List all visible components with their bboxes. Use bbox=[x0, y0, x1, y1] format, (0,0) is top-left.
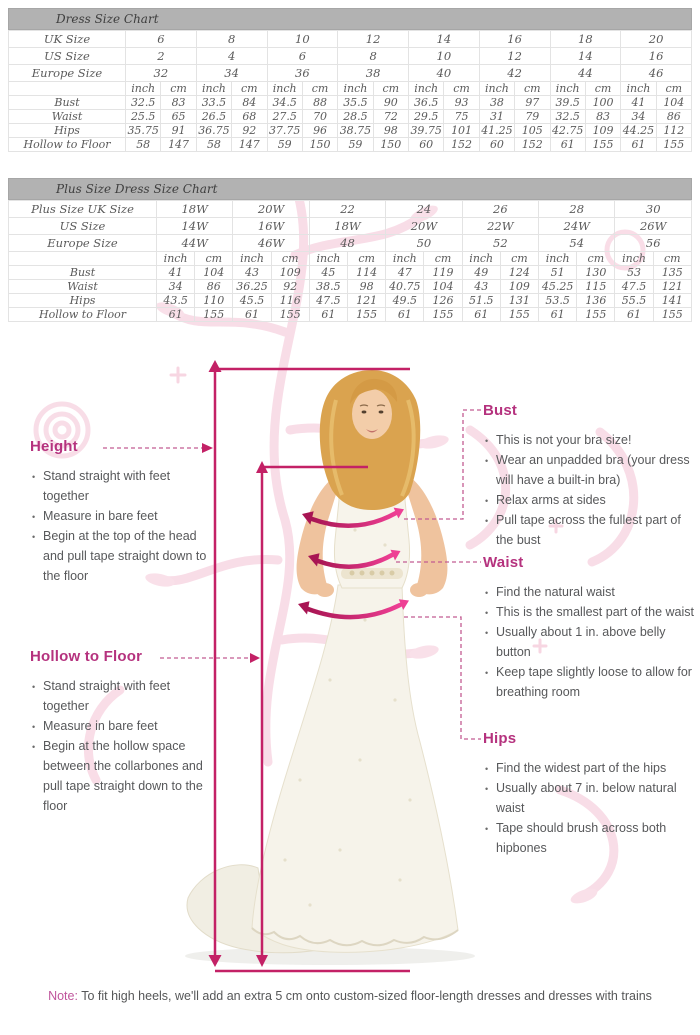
table-cell: 26W bbox=[615, 218, 692, 235]
table-cell: cm bbox=[232, 82, 267, 96]
table-cell: 41.25 bbox=[481, 124, 513, 137]
table-cell: 31 bbox=[479, 110, 514, 124]
table-cell: 130 bbox=[577, 266, 615, 280]
table-cell: 135 bbox=[653, 266, 691, 280]
table-cell: 121 bbox=[348, 294, 386, 308]
table-cell: 40 bbox=[409, 65, 480, 82]
table-cell: 32 bbox=[126, 65, 197, 82]
table-cell: 18 bbox=[550, 31, 621, 48]
table-cell: 109 bbox=[271, 266, 309, 280]
table-cell: 41 bbox=[621, 96, 656, 110]
table-cell: 58 bbox=[126, 138, 161, 152]
table-cell: 25.5 bbox=[126, 110, 161, 124]
table-cell: inch bbox=[386, 252, 424, 266]
table-cell: 75 bbox=[444, 110, 479, 124]
table-cell: 72 bbox=[373, 110, 408, 124]
instruction-bullet: • Measure in bare feet bbox=[30, 716, 214, 736]
table-cell: 30 bbox=[615, 201, 692, 218]
waist-section bbox=[483, 554, 699, 702]
table-cell: 38.5 bbox=[309, 280, 347, 294]
table-cell: 34 bbox=[621, 110, 656, 124]
table-cell: 20W bbox=[233, 201, 309, 218]
table-cell: 55.5 bbox=[615, 294, 653, 308]
hollow-to-floor-bullets bbox=[30, 676, 214, 816]
table-cell: 155 bbox=[348, 308, 386, 322]
table-cell: 58 bbox=[196, 138, 231, 152]
table-cell: 28.5 bbox=[338, 110, 373, 124]
table-cell: 42.75 bbox=[551, 124, 584, 137]
table-cell: 61 bbox=[550, 138, 585, 152]
table-cell: 20W bbox=[386, 218, 462, 235]
table-cell: 35.5 bbox=[338, 96, 373, 110]
instruction-bullet: • This is not your bra size! bbox=[483, 430, 695, 450]
table-cell: 124 bbox=[500, 266, 538, 280]
table-cell: 26 bbox=[462, 201, 538, 218]
size-table bbox=[8, 30, 692, 152]
table-cell: cm bbox=[515, 82, 550, 96]
table-cell: inch bbox=[126, 82, 161, 96]
table-cell: 51.5 bbox=[462, 294, 500, 308]
table-cell: 43 bbox=[233, 266, 271, 280]
table-cell: inch bbox=[479, 82, 514, 96]
table-cell: cm bbox=[653, 252, 691, 266]
table-cell: 90 bbox=[373, 96, 408, 110]
instruction-bullet: • Find the natural waist bbox=[483, 582, 699, 602]
row-label: Waist bbox=[9, 110, 126, 124]
table-cell: cm bbox=[577, 252, 615, 266]
plus-size-dress-size-chart bbox=[8, 178, 692, 322]
table-cell: 49 bbox=[462, 266, 500, 280]
table-cell: 152 bbox=[444, 138, 479, 152]
table-cell: 32.5 bbox=[550, 110, 585, 124]
table-cell: 104 bbox=[656, 96, 691, 110]
table-cell: cm bbox=[373, 82, 408, 96]
instruction-bullet: • Relax arms at sides bbox=[483, 490, 695, 510]
table-cell: 29.5 bbox=[409, 110, 444, 124]
table-cell: 104 bbox=[195, 266, 233, 280]
table-cell: 53 bbox=[615, 266, 653, 280]
instruction-bullet: • Measure in bare feet bbox=[30, 506, 210, 526]
table-cell: 44 bbox=[550, 65, 621, 82]
table-cell: 8 bbox=[338, 48, 409, 65]
table-row bbox=[9, 218, 692, 235]
row-label: UK Size bbox=[9, 31, 126, 48]
table-cell: cm bbox=[348, 252, 386, 266]
table-cell: 14W bbox=[157, 218, 233, 235]
table-row bbox=[9, 48, 692, 65]
table-cell: 92 bbox=[232, 124, 267, 138]
table-cell: inch bbox=[550, 82, 585, 96]
arrow-right-icon bbox=[250, 653, 260, 663]
table-cell: 59 bbox=[267, 138, 302, 152]
table-cell: 51 bbox=[539, 266, 577, 280]
instruction-bullet: • Tape should brush across both hipbones bbox=[483, 818, 683, 858]
table-row bbox=[9, 138, 692, 152]
table-cell: 98 bbox=[373, 124, 408, 138]
table-row bbox=[9, 65, 692, 82]
table-cell: inch bbox=[338, 82, 373, 96]
table-cell: 105 bbox=[515, 124, 550, 138]
table-cell: 114 bbox=[348, 266, 386, 280]
table-cell: 56 bbox=[615, 235, 692, 252]
hollow-to-floor-title: Hollow to Floor bbox=[30, 648, 143, 665]
table-cell: cm bbox=[444, 82, 479, 96]
table-cell: 45.5 bbox=[233, 294, 271, 308]
table-cell: 47 bbox=[386, 266, 424, 280]
table-cell: inch bbox=[233, 252, 271, 266]
table-cell: 40.75 bbox=[386, 280, 424, 294]
table-cell: cm bbox=[424, 252, 462, 266]
model-photo bbox=[185, 370, 475, 965]
row-label: US Size bbox=[9, 218, 157, 235]
table-cell: 86 bbox=[656, 110, 691, 124]
table-row bbox=[9, 96, 692, 110]
table-cell: 43 bbox=[462, 280, 500, 294]
table-cell: 2 bbox=[126, 48, 197, 65]
note-text: To fit high heels, we'll add an extra 5 cm onto custom-sized floor-length dresses and dresses with trains bbox=[81, 989, 652, 1003]
row-label: Plus Size UK Size bbox=[9, 201, 157, 218]
table-cell: 24W bbox=[539, 218, 615, 235]
table-cell: 93 bbox=[444, 96, 479, 110]
hips-connector-line bbox=[404, 617, 481, 739]
table-cell: 8 bbox=[196, 31, 267, 48]
table-cell: cm bbox=[195, 252, 233, 266]
table-cell: 79 bbox=[515, 110, 550, 124]
row-label: Bust bbox=[9, 96, 126, 110]
table-cell: 65 bbox=[161, 110, 196, 124]
table-cell: 110 bbox=[195, 294, 233, 308]
row-label: Europe Size bbox=[9, 65, 126, 82]
table-cell: 22W bbox=[462, 218, 538, 235]
footer-note bbox=[0, 989, 700, 1003]
table-cell: 84 bbox=[232, 96, 267, 110]
table-cell: 14 bbox=[550, 48, 621, 65]
table-cell: 61 bbox=[615, 308, 653, 322]
table-cell: 109 bbox=[500, 280, 538, 294]
table-cell: 91 bbox=[161, 124, 196, 138]
table-cell: 61 bbox=[462, 308, 500, 322]
table-cell: 150 bbox=[373, 138, 408, 152]
height-bullets bbox=[30, 466, 210, 586]
table-cell: 155 bbox=[500, 308, 538, 322]
table-cell: 112 bbox=[656, 124, 691, 138]
table-row bbox=[9, 308, 692, 322]
table-cell: 47.5 bbox=[309, 294, 347, 308]
table-row bbox=[9, 266, 692, 280]
row-label: US Size bbox=[9, 48, 126, 65]
instruction-bullet: • Stand straight with feet together bbox=[30, 676, 214, 716]
table-cell: 61 bbox=[233, 308, 271, 322]
table-cell: inch bbox=[157, 252, 195, 266]
table-cell: 22 bbox=[309, 201, 385, 218]
table-cell: 83 bbox=[161, 96, 196, 110]
instruction-bullet: • Begin at the top of the head and pull tape straight down to the floor bbox=[30, 526, 210, 586]
row-label: Europe Size bbox=[9, 235, 157, 252]
table-cell: 6 bbox=[267, 48, 338, 65]
chart-title-bar: Plus Size Dress Size Chart bbox=[8, 178, 692, 200]
table-cell: 37.75 bbox=[268, 124, 301, 137]
instruction-bullet: • Begin at the hollow space between the collarbones and pull tape straight down to the floor bbox=[30, 736, 214, 816]
table-cell: 131 bbox=[500, 294, 538, 308]
table-cell: 86 bbox=[195, 280, 233, 294]
table-cell: 4 bbox=[196, 48, 267, 65]
table-cell: 119 bbox=[424, 266, 462, 280]
table-cell: 121 bbox=[653, 280, 691, 294]
table-cell: 45.25 bbox=[539, 280, 577, 294]
table-cell: 43.5 bbox=[157, 294, 195, 308]
table-cell: 155 bbox=[195, 308, 233, 322]
table-cell: 16 bbox=[621, 48, 692, 65]
table-row bbox=[9, 294, 692, 308]
hips-title: Hips bbox=[483, 730, 517, 747]
table-row bbox=[9, 252, 692, 266]
table-cell: 61 bbox=[621, 138, 656, 152]
table-cell: 46W bbox=[233, 235, 309, 252]
table-cell: inch bbox=[539, 252, 577, 266]
table-row bbox=[9, 235, 692, 252]
table-cell: inch bbox=[615, 252, 653, 266]
table-cell: 155 bbox=[424, 308, 462, 322]
table-cell: 68 bbox=[232, 110, 267, 124]
hollow-to-floor-section bbox=[30, 648, 214, 816]
table-cell: cm bbox=[302, 82, 337, 96]
row-label: Hollow to Floor bbox=[9, 308, 157, 322]
table-cell: 45 bbox=[309, 266, 347, 280]
bust-section bbox=[483, 402, 695, 550]
table-cell: 10 bbox=[267, 31, 338, 48]
table-cell: 104 bbox=[424, 280, 462, 294]
size-table bbox=[8, 200, 692, 322]
table-cell: 155 bbox=[577, 308, 615, 322]
chart-title-bar: Dress Size Chart bbox=[8, 8, 692, 30]
waist-bullets bbox=[483, 582, 699, 702]
table-cell: inch bbox=[621, 82, 656, 96]
instruction-bullet: • Find the widest part of the hips bbox=[483, 758, 683, 778]
table-cell: 53.5 bbox=[539, 294, 577, 308]
arrow-up-icon bbox=[209, 360, 222, 372]
table-cell: 18W bbox=[309, 218, 385, 235]
table-cell: cm bbox=[500, 252, 538, 266]
table-cell: 26.5 bbox=[196, 110, 231, 124]
instruction-bullet: • Usually about 1 in. above belly button bbox=[483, 622, 699, 662]
table-cell: 36.75 bbox=[198, 124, 230, 137]
table-cell: 34 bbox=[196, 65, 267, 82]
instruction-bullet: • Stand straight with feet together bbox=[30, 466, 210, 506]
table-cell: 60 bbox=[409, 138, 444, 152]
size-table-container bbox=[8, 200, 692, 322]
table-cell: 61 bbox=[539, 308, 577, 322]
table-cell: 109 bbox=[585, 124, 620, 138]
table-cell: 33.5 bbox=[196, 96, 231, 110]
row-label bbox=[9, 252, 157, 266]
table-cell: cm bbox=[271, 252, 309, 266]
table-cell: inch bbox=[309, 252, 347, 266]
table-cell: 61 bbox=[386, 308, 424, 322]
table-cell: 88 bbox=[302, 96, 337, 110]
instruction-bullet: • Keep tape slightly loose to allow for breathing room bbox=[483, 662, 699, 702]
waist-title: Waist bbox=[483, 554, 524, 571]
instruction-bullet: • This is the smallest part of the waist bbox=[483, 602, 699, 622]
table-cell: 61 bbox=[157, 308, 195, 322]
table-cell: 155 bbox=[656, 138, 691, 152]
row-label: Hollow to Floor bbox=[9, 138, 126, 152]
table-cell: 46 bbox=[621, 65, 692, 82]
table-cell: 18W bbox=[157, 201, 233, 218]
table-cell: 115 bbox=[577, 280, 615, 294]
table-row bbox=[9, 201, 692, 218]
table-cell: 24 bbox=[386, 201, 462, 218]
table-cell: 44.25 bbox=[622, 124, 655, 137]
table-cell: 83 bbox=[585, 110, 620, 124]
table-cell: 98 bbox=[348, 280, 386, 294]
table-cell: 12 bbox=[338, 31, 409, 48]
table-cell: 155 bbox=[585, 138, 620, 152]
table-row bbox=[9, 280, 692, 294]
table-cell: 100 bbox=[585, 96, 620, 110]
table-cell: 92 bbox=[271, 280, 309, 294]
size-table-container bbox=[8, 30, 692, 152]
table-cell: 152 bbox=[515, 138, 550, 152]
table-cell: inch bbox=[462, 252, 500, 266]
table-cell: 34.5 bbox=[267, 96, 302, 110]
table-row bbox=[9, 124, 692, 138]
note-label: Note: bbox=[48, 989, 78, 1003]
instruction-bullet: • Usually about 7 in. below natural waist bbox=[483, 778, 683, 818]
bust-title: Bust bbox=[483, 402, 518, 419]
table-cell: 59 bbox=[338, 138, 373, 152]
table-row bbox=[9, 31, 692, 48]
table-cell: 14 bbox=[409, 31, 480, 48]
table-cell: 150 bbox=[302, 138, 337, 152]
table-cell: 20 bbox=[621, 31, 692, 48]
table-cell: 41 bbox=[157, 266, 195, 280]
table-cell: 16W bbox=[233, 218, 309, 235]
table-cell: 16 bbox=[479, 31, 550, 48]
table-cell: 54 bbox=[539, 235, 615, 252]
table-cell: 36.25 bbox=[233, 280, 271, 294]
table-cell: 147 bbox=[232, 138, 267, 152]
table-cell: 28 bbox=[539, 201, 615, 218]
table-row bbox=[9, 110, 692, 124]
table-cell: 39.75 bbox=[410, 124, 442, 137]
height-title: Height bbox=[30, 438, 78, 455]
table-cell: 70 bbox=[302, 110, 337, 124]
row-label: Hips bbox=[9, 294, 157, 308]
table-cell: 155 bbox=[271, 308, 309, 322]
row-label: Bust bbox=[9, 266, 157, 280]
table-cell: 38 bbox=[338, 65, 409, 82]
table-cell: 34 bbox=[157, 280, 195, 294]
table-cell: 60 bbox=[479, 138, 514, 152]
table-cell: inch bbox=[409, 82, 444, 96]
table-row bbox=[9, 82, 692, 96]
table-cell: 44W bbox=[157, 235, 233, 252]
instruction-bullet: • Pull tape across the fullest part of the bust bbox=[483, 510, 695, 550]
dress-size-chart bbox=[8, 8, 692, 152]
table-cell: 35.75 bbox=[127, 124, 159, 137]
row-label: Waist bbox=[9, 280, 157, 294]
table-cell: cm bbox=[585, 82, 620, 96]
table-cell: 47.5 bbox=[615, 280, 653, 294]
table-cell: 36 bbox=[267, 65, 338, 82]
table-cell: cm bbox=[656, 82, 691, 96]
table-cell: 50 bbox=[386, 235, 462, 252]
table-cell: 155 bbox=[653, 308, 691, 322]
bust-bullets bbox=[483, 430, 695, 550]
table-cell: 32.5 bbox=[126, 96, 161, 110]
table-cell: cm bbox=[161, 82, 196, 96]
table-cell: 27.5 bbox=[267, 110, 302, 124]
instruction-bullet: • Wear an unpadded bra (your dress will have a built-in bra) bbox=[483, 450, 695, 490]
table-cell: 116 bbox=[271, 294, 309, 308]
hips-section bbox=[483, 730, 683, 858]
table-cell: inch bbox=[267, 82, 302, 96]
table-cell: 147 bbox=[161, 138, 196, 152]
table-cell: 141 bbox=[653, 294, 691, 308]
row-label: Hips bbox=[9, 124, 126, 138]
table-cell: inch bbox=[196, 82, 231, 96]
table-cell: 96 bbox=[302, 124, 337, 138]
table-cell: 49.5 bbox=[386, 294, 424, 308]
table-cell: 12 bbox=[479, 48, 550, 65]
height-section bbox=[30, 438, 210, 586]
table-cell: 10 bbox=[409, 48, 480, 65]
table-cell: 6 bbox=[126, 31, 197, 48]
table-cell: 36.5 bbox=[409, 96, 444, 110]
table-cell: 39.5 bbox=[550, 96, 585, 110]
hips-bullets bbox=[483, 758, 683, 858]
row-label bbox=[9, 82, 126, 96]
table-cell: 48 bbox=[309, 235, 385, 252]
table-cell: 42 bbox=[479, 65, 550, 82]
table-cell: 126 bbox=[424, 294, 462, 308]
table-cell: 136 bbox=[577, 294, 615, 308]
table-cell: 38 bbox=[479, 96, 514, 110]
table-cell: 38.75 bbox=[339, 124, 372, 137]
table-cell: 97 bbox=[515, 96, 550, 110]
table-cell: 61 bbox=[309, 308, 347, 322]
table-cell: 52 bbox=[462, 235, 538, 252]
table-cell: 101 bbox=[444, 124, 479, 138]
